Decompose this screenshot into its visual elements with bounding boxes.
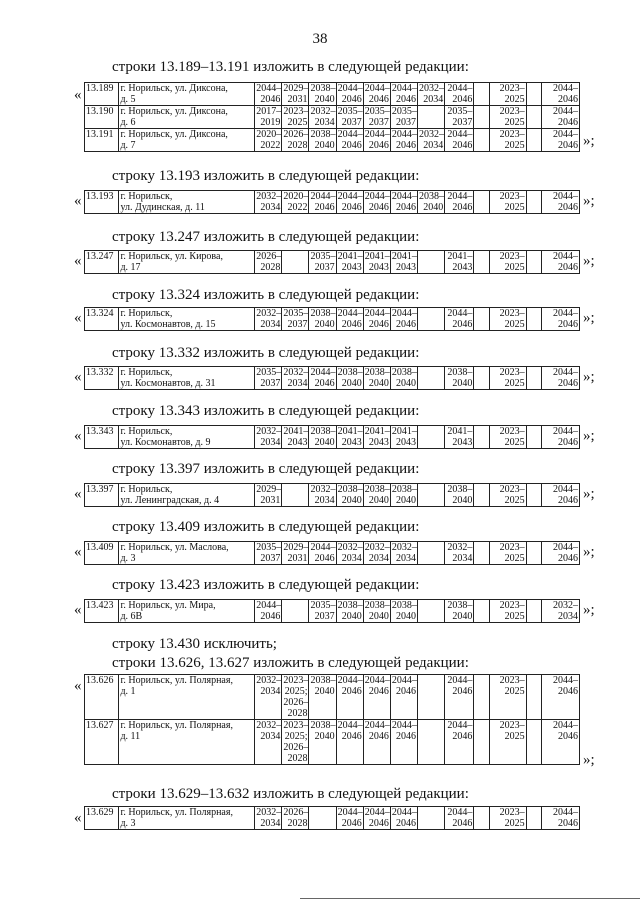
year-cell: 2038– 2040 [310,83,336,105]
open-quote: « [74,602,82,618]
address-cell [119,720,255,765]
year-cell [282,251,309,274]
year-cell [474,542,490,565]
section-heading: строки 13.626, 13.627 изложить в следующей редакции: [112,655,469,671]
year-cell: 2044– 2046 [542,83,580,106]
data-table [84,82,580,152]
data-table [84,307,580,331]
year-cell: 2044– 2046 [391,83,417,105]
section-heading: строки 13.629–13.632 изложить в следующей редакции: [112,786,469,802]
year-cell: 2044– 2046 [390,720,417,765]
row-number: 13.193 [85,191,119,214]
address-line: ул. Ленинградская, д. 4 [120,495,220,506]
year-cell: 2017– 2019 [256,106,282,128]
year-cell: 2038– 2040 [309,720,336,765]
address-line: г. Норильск, [120,367,173,378]
year-cell [526,308,542,331]
address-line: г. Норильск, ул. Маслова, [120,542,229,553]
year-cell: 2026– 2028 [256,251,282,273]
year-cell [418,542,445,565]
year-cell [526,807,542,830]
year-cell: 2044– 2046 [337,308,363,330]
year-cell [526,251,542,274]
data-table [84,806,580,830]
table-row [85,542,580,565]
address-cell [119,129,255,152]
year-cell: 2035– 2037 [337,106,363,128]
year-cell [474,83,490,106]
address-line: г. Норильск, ул. Мира, [120,600,216,611]
year-cell: 2044– 2046 [310,542,336,564]
year-cell: 2044– 2046 [542,367,580,390]
year-cell [418,367,445,390]
year-cell: 2044– 2046 [445,720,474,765]
year-cell: 2032– 2034 [542,600,580,623]
year-cell: 2044– 2046 [256,83,282,105]
year-cell: 2038– 2040 [364,484,390,506]
year-cell [526,106,542,129]
year-cell: 2023– 2025 [490,83,527,106]
year-cell: 2044– 2046 [542,484,580,507]
year-cell: 2023– 2025 [490,600,527,623]
year-cell: 2032– 2034 [364,542,390,564]
year-cell: 2044– 2046 [445,129,474,152]
address-line: г. Норильск, ул. Полярная, [120,720,233,731]
year-cell [418,600,445,623]
year-cell: 2044– 2046 [542,720,580,765]
table-row [85,807,580,830]
address-line: д. 7 [120,140,136,151]
year-cell [474,191,490,214]
address-cell [119,675,255,720]
year-cell: 2044– 2046 [364,129,390,151]
year-cell [418,720,445,765]
row-number: 13.629 [85,807,119,830]
year-cell [474,251,490,274]
year-cell [309,807,336,830]
year-cell: 2032– 2034 [419,129,445,151]
year-cell: 2044– 2046 [542,675,580,720]
section-heading: строку 13.324 изложить в следующей редакции: [112,287,420,303]
table-row [85,83,580,106]
year-cell: 2020– 2022 [256,129,282,151]
year-cell [474,129,490,152]
year-cell: 2038– 2040 [337,600,363,622]
year-cell: 2038– 2040 [337,484,363,506]
year-cell: 2023– 2025 [283,106,309,128]
open-quote: « [74,253,82,269]
year-cell: 2038– 2040 [337,367,363,389]
year-cell: 2044– 2046 [542,308,580,331]
year-cell: 2032– 2034 [283,367,309,389]
section-heading: строку 13.343 изложить в следующей редакции: [112,403,420,419]
data-table [84,599,580,623]
row-number: 13.423 [85,600,119,623]
address-line: д. 3 [120,553,136,564]
year-cell: 2041– 2043 [391,426,417,448]
year-cell: 2044– 2046 [391,191,417,213]
address-cell [119,251,255,274]
address-cell [119,106,255,129]
address-cell [119,807,255,830]
year-cell: 2041– 2043 [283,426,309,448]
address-cell [119,542,255,565]
address-line: ул. Космонавтов, д. 31 [120,378,216,389]
open-quote: « [74,810,82,826]
year-cell: 2044– 2046 [363,720,390,765]
year-cell: 2023– 2025 [490,426,527,449]
year-cell: 2038– 2040 [419,191,445,213]
bottom-rule [300,898,640,899]
section-heading: строку 13.430 исключить; [112,636,277,652]
year-cell: 2023– 2025 [490,675,527,720]
year-cell: 2044– 2046 [364,308,390,330]
year-cell: 2044– 2046 [542,426,580,449]
year-cell: 2032– 2034 [255,675,282,720]
open-quote: « [74,369,82,385]
page-number: 38 [312,31,328,47]
year-cell: 2041– 2043 [445,251,474,274]
address-line: д. 1 [120,686,136,697]
section-heading: строки 13.189–13.191 изложить в следующей редакции: [112,59,469,75]
year-cell: 2032– 2034 [419,83,445,105]
year-cell: 2032– 2034 [255,720,282,765]
year-cell: 2044– 2046 [337,191,363,213]
year-cell: 2044– 2046 [390,675,417,720]
year-cell [474,308,490,331]
year-cell: 2044– 2046 [337,807,363,829]
year-cell: 2038– 2040 [310,129,336,151]
year-cell: 2020– 2022 [283,191,309,213]
year-cell: 2026– 2028 [283,807,309,829]
section-heading: строку 13.247 изложить в следующей редакции: [112,229,420,245]
close-quote: »; [583,310,595,326]
table-row [85,484,580,507]
year-cell [282,600,309,623]
year-cell: 2035– 2037 [256,542,282,564]
table-row [85,129,580,152]
row-number: 13.247 [85,251,119,274]
year-cell: 2035– 2037 [310,251,336,273]
year-cell [474,720,490,765]
address-cell [119,191,255,214]
year-cell: 2023– 2025 [490,484,527,507]
data-table [84,541,580,565]
row-number: 13.190 [85,106,119,129]
year-cell: 2041– 2043 [364,426,390,448]
year-cell: 2044– 2046 [391,807,417,829]
table-row [85,251,580,274]
open-quote: « [74,310,82,326]
year-cell: 2023– 2025 [490,251,527,274]
year-cell: 2044– 2046 [364,191,390,213]
year-cell: 2023– 2025; 2026– 2028 [283,720,309,764]
year-cell: 2035– 2037 [256,367,282,389]
year-cell [418,484,445,507]
year-cell: 2038– 2040 [445,367,474,390]
open-quote: « [74,544,82,560]
year-cell: 2041– 2043 [337,426,363,448]
year-cell [474,807,490,830]
year-cell [526,129,542,152]
year-cell: 2032– 2034 [310,106,336,128]
address-line: ул. Дудинская, д. 11 [120,202,205,213]
year-cell [418,675,445,720]
close-quote: »; [583,486,595,502]
address-line: д. 5 [120,94,136,105]
address-line: г. Норильск, [120,484,173,495]
year-cell [526,484,542,507]
row-number: 13.409 [85,542,119,565]
address-line: г. Норильск, ул. Полярная, [120,807,233,818]
close-quote: »; [583,369,595,385]
address-cell [119,600,255,623]
address-cell [119,367,255,390]
year-cell [418,308,445,331]
row-number: 13.343 [85,426,119,449]
year-cell: 2044– 2046 [336,720,363,765]
year-cell [526,720,542,765]
year-cell [418,807,445,830]
year-cell [474,675,490,720]
year-cell [526,675,542,720]
year-cell: 2038– 2040 [391,600,417,622]
year-cell: 2023– 2025 [490,106,527,129]
year-cell [526,367,542,390]
year-cell: 2035– 2037 [391,106,417,128]
year-cell: 2023– 2025 [490,191,527,214]
year-cell: 2029– 2031 [256,484,282,506]
year-cell: 2023– 2025 [490,367,527,390]
year-cell: 2029– 2031 [283,542,309,564]
year-cell [474,600,490,623]
year-cell [526,83,542,106]
year-cell: 2044– 2046 [310,367,336,389]
close-quote: »; [583,752,595,768]
address-line: г. Норильск, ул. Диксона, [120,83,228,94]
year-cell: 2044– 2046 [363,675,390,720]
year-cell: 2032– 2034 [256,191,282,213]
table-row [85,191,580,214]
year-cell: 2044– 2046 [445,807,474,830]
year-cell: 2023– 2025 [490,308,527,331]
row-number: 13.397 [85,484,119,507]
year-cell [526,600,542,623]
year-cell: 2041– 2043 [445,426,474,449]
address-line: г. Норильск, [120,426,173,437]
section-heading: строку 13.193 изложить в следующей редакции: [112,168,420,184]
year-cell: 2023– 2025 [490,129,527,152]
year-cell: 2041– 2043 [337,251,363,273]
year-cell: 2032– 2034 [256,426,282,448]
year-cell: 2035– 2037 [364,106,390,128]
close-quote: »; [583,193,595,209]
row-number: 13.191 [85,129,119,152]
address-line: д. 6В [120,611,143,622]
year-cell: 2035– 2037 [283,308,309,330]
year-cell: 2041– 2043 [391,251,417,273]
data-table [84,250,580,274]
row-number: 13.626 [85,675,119,720]
year-cell: 2038– 2040 [391,367,417,389]
year-cell: 2029– 2031 [283,83,309,105]
year-cell: 2038– 2040 [310,426,336,448]
address-line: ул. Космонавтов, д. 9 [120,437,211,448]
year-cell: 2023– 2025 [490,807,527,830]
year-cell: 2038– 2040 [391,484,417,506]
year-cell [418,251,445,274]
year-cell: 2044– 2046 [336,675,363,720]
table-row [85,600,580,623]
year-cell: 2038– 2040 [309,675,336,720]
data-table [84,483,580,507]
address-line: ул. Космонавтов, д. 15 [120,319,216,330]
address-cell [119,426,255,449]
year-cell: 2044– 2046 [542,129,580,152]
table-row [85,106,580,129]
row-number: 13.332 [85,367,119,390]
year-cell: 2044– 2046 [256,600,282,622]
table-row [85,720,580,765]
open-quote: « [74,193,82,209]
year-cell: 2023– 2025 [490,542,527,565]
year-cell: 2044– 2046 [542,251,580,274]
year-cell: 2032– 2034 [256,308,282,330]
address-line: г. Норильск, ул. Кирова, [120,251,223,262]
year-cell: 2032– 2034 [337,542,363,564]
year-cell [526,191,542,214]
address-line: г. Норильск, [120,308,173,319]
table-row [85,308,580,331]
year-cell [526,426,542,449]
section-heading: строку 13.409 изложить в следующей редакции: [112,519,420,535]
year-cell: 2044– 2046 [542,542,580,565]
year-cell: 2032– 2034 [256,807,282,829]
year-cell: 2044– 2046 [445,675,474,720]
year-cell [474,106,490,129]
year-cell: 2038– 2040 [364,600,390,622]
year-cell: 2044– 2046 [391,129,417,151]
year-cell [418,106,445,129]
data-table [84,190,580,214]
year-cell [474,367,490,390]
row-number: 13.324 [85,308,119,331]
close-quote: »; [583,602,595,618]
year-cell: 2044– 2046 [542,191,580,214]
data-table [84,674,580,765]
address-cell [119,83,255,106]
year-cell: 2044– 2046 [542,106,580,129]
open-quote: « [74,428,82,444]
year-cell [418,426,445,449]
year-cell [526,542,542,565]
address-line: г. Норильск, ул. Диксона, [120,129,228,140]
open-quote: « [74,678,82,694]
year-cell: 2035– 2037 [445,106,474,129]
year-cell: 2038– 2040 [310,308,336,330]
year-cell: 2035– 2037 [310,600,336,622]
year-cell: 2032– 2034 [310,484,336,506]
close-quote: »; [583,544,595,560]
open-quote: « [74,486,82,502]
address-line: д. 17 [120,262,141,273]
address-cell [119,484,255,507]
section-heading: строку 13.332 изложить в следующей редакции: [112,345,420,361]
year-cell: 2032– 2034 [391,542,417,564]
year-cell: 2041– 2043 [364,251,390,273]
section-heading: строку 13.423 изложить в следующей редакции: [112,577,420,593]
address-line: г. Норильск, ул. Полярная, [120,675,233,686]
year-cell: 2044– 2046 [337,83,363,105]
year-cell: 2023– 2025; 2026– 2028 [283,675,309,719]
address-line: д. 6 [120,117,136,128]
address-line: г. Норильск, [120,191,173,202]
data-table [84,366,580,390]
year-cell: 2044– 2046 [391,308,417,330]
year-cell: 2038– 2040 [445,484,474,507]
open-quote: « [74,87,82,103]
close-quote: »; [583,133,595,149]
address-line: д. 11 [120,731,141,742]
section-heading: строку 13.397 изложить в следующей редакции: [112,461,420,477]
year-cell: 2026– 2028 [283,129,309,151]
table-row [85,367,580,390]
close-quote: »; [583,428,595,444]
year-cell: 2044– 2046 [364,83,390,105]
table-row [85,675,580,720]
year-cell: 2044– 2046 [542,807,580,830]
year-cell: 2044– 2046 [445,83,474,106]
year-cell: 2044– 2046 [364,807,390,829]
year-cell [474,426,490,449]
year-cell: 2044– 2046 [310,191,336,213]
year-cell: 2044– 2046 [445,191,474,214]
close-quote: »; [583,253,595,269]
year-cell: 2023– 2025 [490,720,527,765]
address-line: г. Норильск, ул. Диксона, [120,106,228,117]
year-cell: 2038– 2040 [364,367,390,389]
table-row [85,426,580,449]
data-table [84,425,580,449]
address-line: д. 3 [120,818,136,829]
address-cell [119,308,255,331]
year-cell [282,484,309,507]
row-number: 13.189 [85,83,119,106]
year-cell: 2038– 2040 [445,600,474,623]
year-cell: 2032– 2034 [445,542,474,565]
row-number: 13.627 [85,720,119,765]
year-cell: 2044– 2046 [337,129,363,151]
year-cell [474,484,490,507]
year-cell: 2044– 2046 [445,308,474,331]
